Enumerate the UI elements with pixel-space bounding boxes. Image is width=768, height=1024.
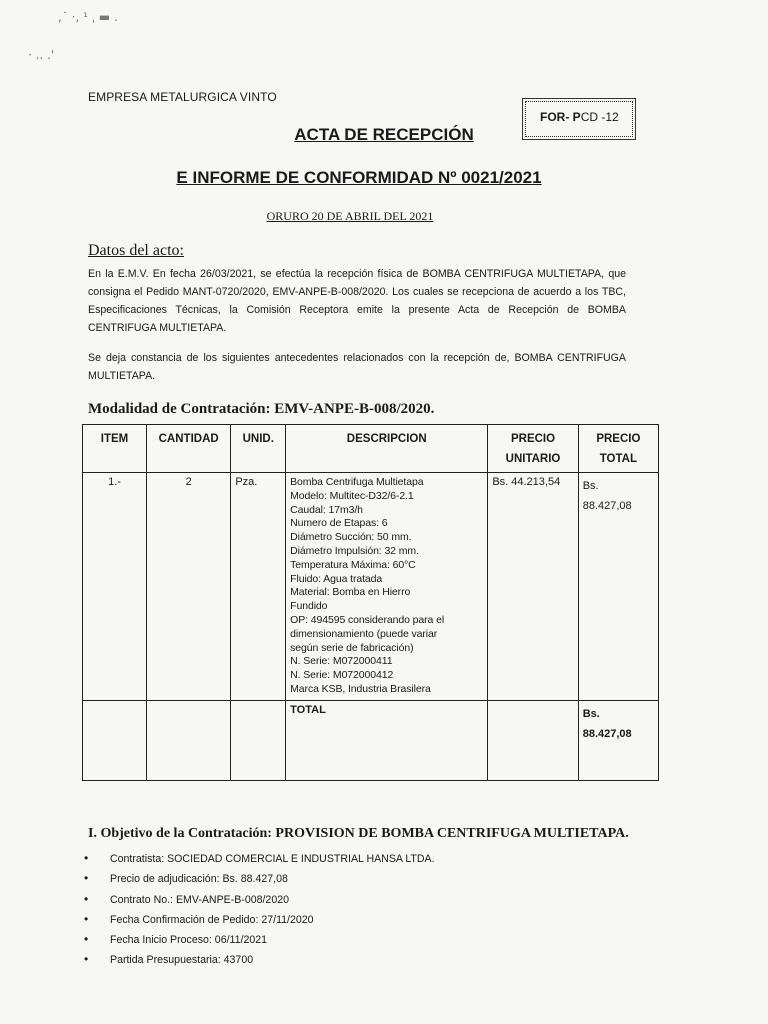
form-code-number: CD -12 <box>580 110 619 124</box>
header-descripcion: DESCRIPCION <box>286 425 488 473</box>
description-line: Material: Bomba en Hierro <box>290 586 411 599</box>
description-line: Caudal: 17m3/h <box>290 503 363 516</box>
list-item <box>84 949 435 969</box>
bullet-text: Precio de adjudicación: Bs. 88.427,08 <box>110 873 288 886</box>
bullet-text: Contratista: SOCIEDAD COMERCIAL E INDUSTRIAL HANSA LTDA. <box>110 853 435 865</box>
bullet-text: Contrato No.: EMV-ANPE-B-008/2020 <box>110 893 290 906</box>
description-line: Bomba Centrifuga Multietapa <box>290 476 424 488</box>
table-row <box>83 473 659 701</box>
list-item <box>84 868 435 888</box>
bullet-icon: • <box>84 952 89 967</box>
scan-artifact: ,˙ ·, ¹ ˌ ▬ . <box>58 10 118 24</box>
description-line: N. Serie: M072000412 <box>290 669 394 682</box>
description-line: Fundido <box>290 600 328 613</box>
row-precio-unitario: Bs. 44.213,54 <box>488 473 578 701</box>
objetivo-bullet-list <box>84 848 435 970</box>
datos-heading: Datos del acto: <box>88 242 184 259</box>
table-header-row <box>83 425 659 473</box>
datos-paragraph-1: En la E.M.V. En fecha 26/03/2021, se efectúa la recepción física de BOMBA CENTRIFUGA MULTIETAPA, que consigna el Pedido MANT-0720/2020, EMV-ANPE-B-008/2020. Los cuales se recepciona de acuerdo a los TBC, Especificaciones Técnicas, la Comisión Receptora emite la presente Acta de Recepción de BOMBA CENTRIFUGA MULTIETAPA. <box>88 268 626 334</box>
header-cantidad: CANTIDAD <box>147 425 231 473</box>
description-line: Numero de Etapas: 6 <box>290 517 388 530</box>
total-empty-item <box>83 700 147 780</box>
bullet-icon: • <box>84 891 89 906</box>
bullet-text: Fecha Inicio Proceso: 06/11/2021 <box>110 934 268 947</box>
bullet-text: Fecha Confirmación de Pedido: 27/11/2020 <box>110 913 314 926</box>
total-empty-pu <box>488 700 578 780</box>
description-line: N. Serie: M072000411 <box>290 655 393 668</box>
row-unid: Pza. <box>231 473 286 701</box>
header-precio-unitario-line1: PRECIO <box>510 433 556 445</box>
document-subtitle: E INFORME DE CONFORMIDAD Nº 0021/2021 <box>176 168 542 187</box>
bullet-icon: • <box>84 871 89 886</box>
row-precio-total-line2: 88.427,08 <box>582 500 632 512</box>
description-line: Marca KSB, Industria Brasilera <box>290 682 431 695</box>
list-item <box>84 909 435 929</box>
total-empty-cantidad <box>147 700 231 780</box>
row-precio-total-line1: Bs. <box>582 480 599 492</box>
row-item: 1.- <box>83 473 147 701</box>
description-line: Modelo: Multitec-D32/6-2.1 <box>290 489 414 502</box>
bullet-icon: • <box>84 911 89 926</box>
document-title: ACTA DE RECEPCIÓN <box>294 125 474 144</box>
objetivo-heading: I. Objetivo de la Contratación: PROVISION DE BOMBA CENTRIFUGA MULTIETAPA. <box>88 826 629 841</box>
description-line: Diámetro Succión: 50 mm. <box>290 531 412 544</box>
total-label: TOTAL <box>286 700 488 780</box>
datos-paragraph-2: Se deja constancia de los siguientes antecedentes relacionados con la recepción de, BOMBA CENTRIFUGA MULTIETAPA. <box>88 352 626 382</box>
row-cantidad: 2 <box>147 473 231 701</box>
form-code-prefix: FOR- <box>540 110 570 124</box>
total-value-line1: Bs. <box>582 707 600 720</box>
bullet-icon: • <box>84 932 89 947</box>
description-line: según serie de fabricación) <box>290 641 414 654</box>
description-line: Fluido: Agua tratada <box>290 572 383 585</box>
bullet-text: Partida Presupuestaria: 43700 <box>110 954 254 967</box>
document-date: ORURO 20 DE ABRIL DEL 2021 <box>266 209 434 223</box>
company-name: EMPRESA METALURGICA VINTO <box>88 90 277 104</box>
row-descripcion <box>286 473 488 701</box>
total-value-line2: 88.427,08 <box>582 727 632 740</box>
header-precio-unitario-line2: UNITARIO <box>505 453 561 465</box>
bullet-icon: • <box>84 851 89 865</box>
total-value <box>578 700 658 780</box>
header-precio-unitario <box>488 425 578 473</box>
header-precio-total-line1: PRECIO <box>596 433 641 445</box>
header-precio-total-line2: TOTAL <box>599 453 637 465</box>
list-item <box>84 889 435 909</box>
description-line: dimensionamiento (puede variar <box>290 627 438 640</box>
total-empty-unid <box>231 700 286 780</box>
list-item <box>84 848 435 868</box>
table-total-row <box>83 700 659 780</box>
modalidad-heading: Modalidad de Contratación: EMV-ANPE-B-008/2020. <box>88 401 435 417</box>
row-precio-total <box>578 473 658 701</box>
description-line: Diámetro Impulsión: 32 mm. <box>290 544 419 557</box>
header-item: ITEM <box>83 425 147 473</box>
form-code-p: P <box>572 110 581 124</box>
header-precio-total <box>578 425 658 473</box>
items-table <box>82 424 659 781</box>
list-item <box>84 929 435 949</box>
header-unid: UNID. <box>231 425 286 473</box>
description-line: Temperatura Máxima: 60°C <box>290 558 416 571</box>
scan-artifact: · .. .' <box>28 48 55 62</box>
description-line: OP: 494595 considerando para el <box>290 613 445 626</box>
